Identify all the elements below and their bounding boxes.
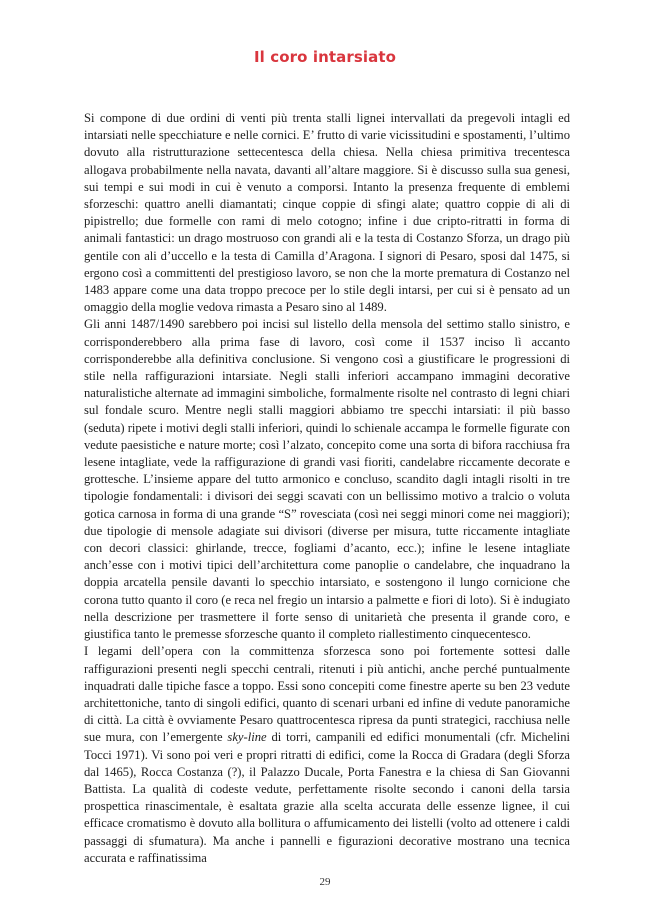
page-number: 29 [319,876,331,888]
paragraph [84,110,570,316]
emphasis-text: sky-line [227,730,267,745]
body-text [84,110,570,867]
paragraph-text: I legami dell’opera con la committenza sforzesca sono poi fortemente sottesi dalle raffigurazioni presenti negli specchi centrali, ritenuti i più antichi, anche perché puntualmente inquadrati dalle tipiche fasce a toppo. Essi sono concepiti come finestre aperte su ben 23 vedute architettoniche, tanto di singoli edifici, quanto di scenari urbani ed infine di vedute panoramiche di città. La città è ovviamente Pesaro quattrocentesca ripresa da punti strategici, racchiusa nelle sue mura, con l’emergente [84,644,570,745]
paragraph-text: Si compone di due ordini di venti più trenta stalli lignei intervallati da pregevoli intagli ed intarsiati nelle specchiature e nelle cornici. E’ frutto di varie vicissitudini e spostamenti, l’ultimo dovuto alla ristrutturazione settecentesca della chiesa. Nella chiesa primitiva trecentesca allogava probabilmente nella navata, davanti all’altare maggiore. Si è discusso sulla sua genesi, sui tempi e sui modi in cui è venuto a comporsi. Intanto la presenza frequente di emblemi sforzeschi: quattro anelli diamantati; cinque coppie di sfingi alate; quattro coppie di ali di pipistrello; due formelle con rami di melo cotogno; infine i due cripto-ritratti in forma di animali fantastici: un drago mostruoso con grandi ali e la testa di Costanzo Sforza, un drago più gentile con ali d’uccello e la testa di Camilla d’Aragona. I signori di Pesaro, sposi dal 1475, si ergono così a committenti del prestigioso lavoro, se non che la morte prematura di Costanzo nel 1483 appare come una data troppo precoce per lo stile degli intarsi, per cui si è pensato ad un omaggio della moglie vedova rimasta a Pesaro sino al 1489. [84,111,570,315]
paragraph [84,316,570,643]
paragraph-text: Gli anni 1487/1490 sarebbero poi incisi sul listello della mensola del settimo stallo sinistro, e corrisponderebbero alla prima fase di lavoro, così come il 1537 inciso lì accanto corrisponderebbe alla definitiva conclusione. Si vengono così a giustificare le progressioni di stile nella raffigurazioni intarsiate. Negli stalli inferiori accampano immagini decorative naturalistiche alternate ad immagini simboliche, formalmente risolte nel contrasto di legni chiari sul fondale scuro. Mentre negli stalli maggiori abbiamo tre specchi intarsiati: il più basso (seduta) ripete i motivi degli stalli inferiori, quindi lo schienale accampa le formelle figurate con vedute paesistiche e nature morte; così l’alzato, concepito come una sorta di bifora racchiusa fra lesene intagliate, vede la raffigurazione di grandi vasi fioriti, candelabre riccamente decorate e grottesche. L’insieme appare del tutto armonico e concluso, scandito dagli intagli risolti in tre tipologie fondamentali: i divisori dei seggi scavati con un bellissimo motivo a tralcio o voluta gotica carnosa in forma di una grande “S” rovesciata (così nei seggi minori come nei maggiori); due tipologie di mensole adagiate sui divisori (diverse per misura, tutte riccamente intagliate con decori classici: ghirlande, trecce, fogliami d’acanto, ecc.); infine le lesene intagliate anch’esse con i motivi tipici dell’architettura come panoplie o candelabre, che inquadrano la doppia arcatella pensile davanti lo specchio intarsiato, e sostengono il lungo cornicione che corona tutto quanto il coro (e reca nel fregio un intarsio a palmette e fiori di loto). Si è indugiato nella descrizione per trasmettere il forte senso di unitarietà che presenta il grande coro, e giustifica tanto le premesse sforzesche quanto il completo riallestimento cinquecentesco. [84,317,570,642]
paragraph [84,643,570,867]
page-title: Il coro intarsiato [253,48,397,66]
paragraph-text: di torri, campanili ed edifici monumentali (cfr. Michelini Tocci 1971). Vi sono poi veri e propri ritratti di edifici, come la Rocca di Gradara (degli Sforza dal 1465), Rocca Costanza (?), il Palazzo Ducale, Porta Fanestra e la chiesa di San Giovanni Battista. La qualità di codeste vedute, perfettamente risolte secondo i canoni della tarsia prospettica rinascimentale, è esaltata grazie alla scelta accurata delle essenze lignee, il cui efficace cromatismo è dovuto alla bollitura o affumicamento dei listelli (volto ad ottenere i caldi passaggi di sfumatura). Ma anche i pannelli e figurazioni decorative mostrano una tecnica accurata e raffinatissima [84,730,570,865]
